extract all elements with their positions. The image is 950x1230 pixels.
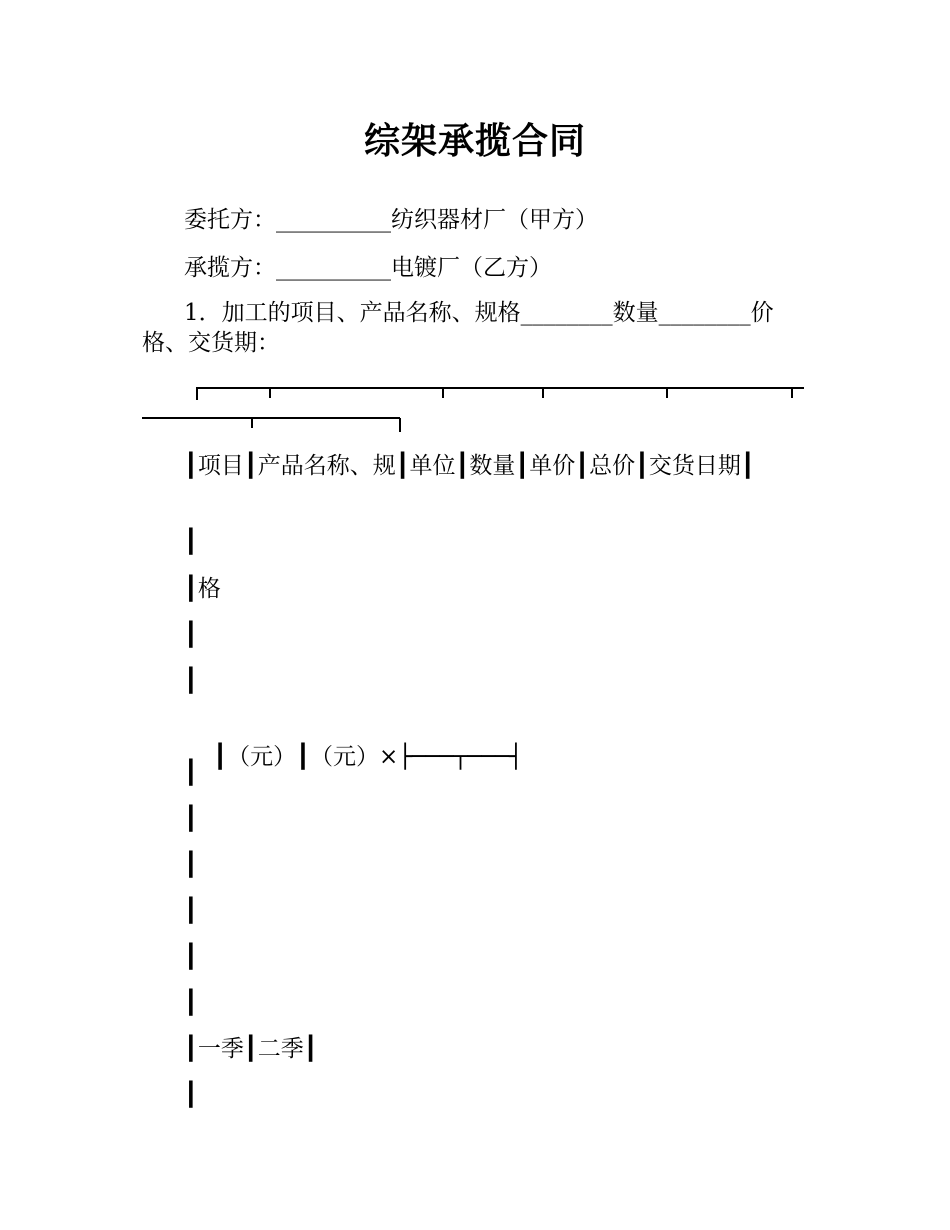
- table-row-season: ┃一季┃二季┃: [184, 1036, 318, 1062]
- table-top-border: [0, 380, 950, 440]
- clause-1-text: 1．加工的项目、产品名称、规格________数量________价格、交货期：: [142, 300, 774, 356]
- table-row-bar-9: ┃: [184, 990, 198, 1016]
- table-row-bar-7: ┃: [184, 898, 198, 924]
- table-row-bar-4: ┃: [184, 760, 198, 786]
- table-row-yuan: [184, 712, 523, 802]
- table-row-bar-8: ┃: [184, 944, 198, 970]
- document-title: 综架承揽合同: [363, 121, 586, 162]
- table-row-bar-2: ┃: [184, 622, 198, 648]
- table-row-ge: ┃格: [184, 576, 221, 602]
- table-header-row: ┃项目┃产品名称、规┃单位┃数量┃单价┃总价┃交货日期┃: [184, 453, 755, 479]
- table-row-bar-1: ┃: [184, 529, 198, 555]
- table-row-bar-3: ┃: [184, 668, 198, 694]
- table-row-yuan-text: ┃（元）┃（元）×├───┬───┤: [213, 744, 523, 770]
- client-party-line: 委托方：__________纺织器材厂（甲方）: [184, 207, 598, 233]
- table-row-bar-5: ┃: [184, 806, 198, 832]
- table-row-bar-10: ┃: [184, 1082, 198, 1108]
- contractor-party-line: 承揽方：__________电镀厂（乙方）: [184, 255, 552, 281]
- table-row-bar-6: ┃: [184, 852, 198, 878]
